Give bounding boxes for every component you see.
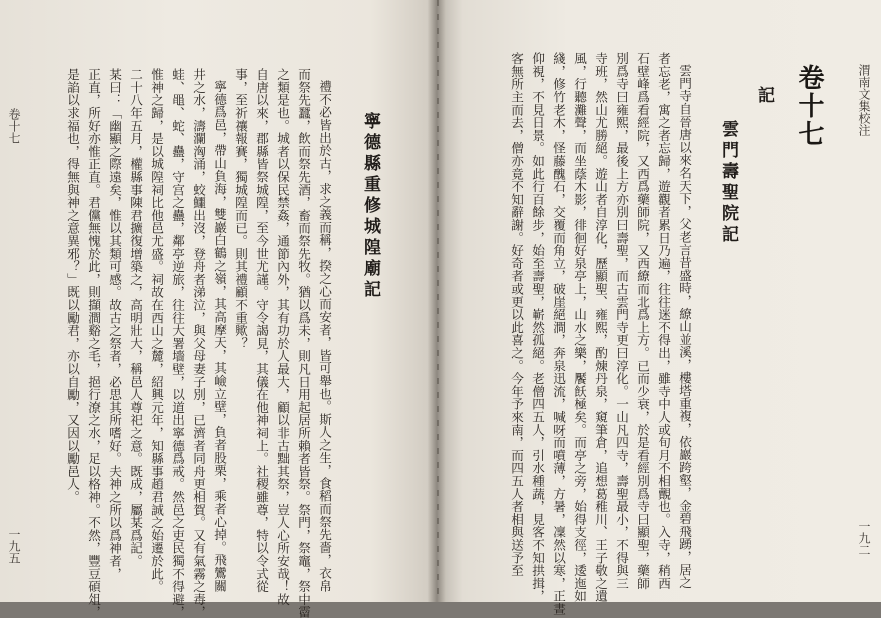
left-text-line-6: 寧德爲邑，帶山負海，雙巖白鶴之嶺，其高摩天，其嶮立壁，負者股栗，乘者心掉。飛鸞關 <box>212 80 227 592</box>
left-text-line-9: 惟神之歸，是以城隍祠比他邑尤盛。祠故在西山之麓，紹興元年，知縣事趙君誠之始遷於此。 <box>149 68 164 593</box>
left-text-line-1: 禮不必皆出於古，求之義而稱，揆之心而安者，皆可舉也。斯人之生，食稻而祭先嗇，衣帛 <box>317 80 332 592</box>
left-text-line-5: 事，至祈禳報賽，獨城隍而已。則其禮顧不重歟？ <box>233 68 248 350</box>
left-text-line-7: 井之水，濤瀾洶涌，蛟鱷出沒，登舟者涕泣，與父母妻子別，已濟者同舟更相賀。又有氣霧之毒， <box>191 68 206 618</box>
left-text-line-12: 正直，所好亦惟正直。君儻無愧於此，則擷澗谿之毛，挹行潦之水，足以格神。不然，豐豆碩俎， <box>86 68 101 618</box>
section-label: 記 <box>754 86 774 107</box>
right-text-line-5: 寺班，然山尤勝絕。遊山者自淳化，歷顯聖、雍熙，酌煉丹泉，窺筆倉，追想葛稚川、王子敬之遺 <box>593 52 608 603</box>
left-text-line-3: 之類是也。城者以保民禁姦，通節內外，其有功於人最大，顧以非古黜其祭，豈人心所安哉！故 <box>275 68 290 606</box>
left-text-line-10: 二十八年五月，權縣事陳君擴復增築之，高明壯大，稱邑人尊祀之意。既成，屬某爲記。 <box>128 68 143 568</box>
left-page-number: 一九五 <box>7 528 21 564</box>
right-text-line-2: 者忘老，寓之者忘歸，遊觀者累日乃遍，往往迷不得出，雖寺中人或旬月不相覿也。入寺，稍西 <box>656 52 671 590</box>
right-page <box>436 0 881 616</box>
right-text-line-9: 客無所主而去，僧亦竟不知辭謝。好奇者或更以此喜之。今年予來南，而四五人者相與送予至 <box>509 52 524 577</box>
binding-thread <box>437 0 439 602</box>
right-text-line-4: 別爲寺曰雍熙，最後上方亦別曰壽聖，而古雲門寺更曰淳化。一山凡四寺，壽聖最小，不得與三 <box>614 52 629 590</box>
right-article-title: 雲門壽聖院記 <box>718 120 738 246</box>
left-page-label: 卷十七 <box>7 108 21 144</box>
left-page <box>0 0 436 618</box>
left-text-line-4: 自唐以來，郡縣皆祭城隍，至今世尤謹。守令謁見，其儀在他神祠上。社稷雖尊，特以令式從 <box>254 68 269 593</box>
left-article-title: 寧德縣重修城隍廟記 <box>360 112 380 301</box>
left-text-line-2: 而祭先蠶，飲而祭先酒，畜而祭先牧。猶以爲未，則凡日用起居所賴者皆祭。祭門，祭竈，祭中霤 <box>296 68 311 618</box>
running-header: 渭南文集校注 <box>857 64 871 136</box>
left-text-line-11: 某曰：「幽顯之際遠矣，惟以其類可感。故古之祭者，必思其所嗜好。夫神之所以爲神者， <box>107 68 122 580</box>
volume-title: 卷十七 <box>794 64 824 148</box>
right-text-line-6: 風，行聽灘聲，而坐蔭木影，徘徊好泉亭上，山水之樂，饜飫極矣。而亭之旁，始得支徑，逶迤如 <box>572 52 587 603</box>
left-text-line-8: 蛙、黽、蛇、蠱，守宫之蠱，鄰亭逆旅，往往大署墻壁，以道出寧德爲戒。然邑之吏民獨不得避， <box>170 68 185 618</box>
right-page-number: 一九二 <box>857 520 871 556</box>
right-text-line-8: 仰視，不見日景。如此行百餘步，始至壽聖，嶄然孤絕。老僧四五人，引水種蔬，見客不知拱揖， <box>530 52 545 603</box>
right-text-line-3: 石壁峰爲看經院，又西爲藥師院，又西繚而北爲上方。已而少衰，於是看經別爲寺曰顯聖，藥師 <box>635 52 650 590</box>
right-text-line-1: 雲門寺自晉唐以來名天下，父老言昔盛時，繚山並溪，樓塔重複，依巖跨壑，金碧飛踴，居之 <box>677 64 692 589</box>
left-text-line-13: 是諂以求福也，得無與神之意異邪？」既以勵君，亦以自勵，又因以勵邑人。 <box>65 68 80 504</box>
right-text-line-7: 綫，修竹老木，怪藤醜石，交覆而角立，破崖絕澗，奔泉迅流，喊呀而噴薄，方暑，凜然以寒，正晝 <box>551 52 566 616</box>
